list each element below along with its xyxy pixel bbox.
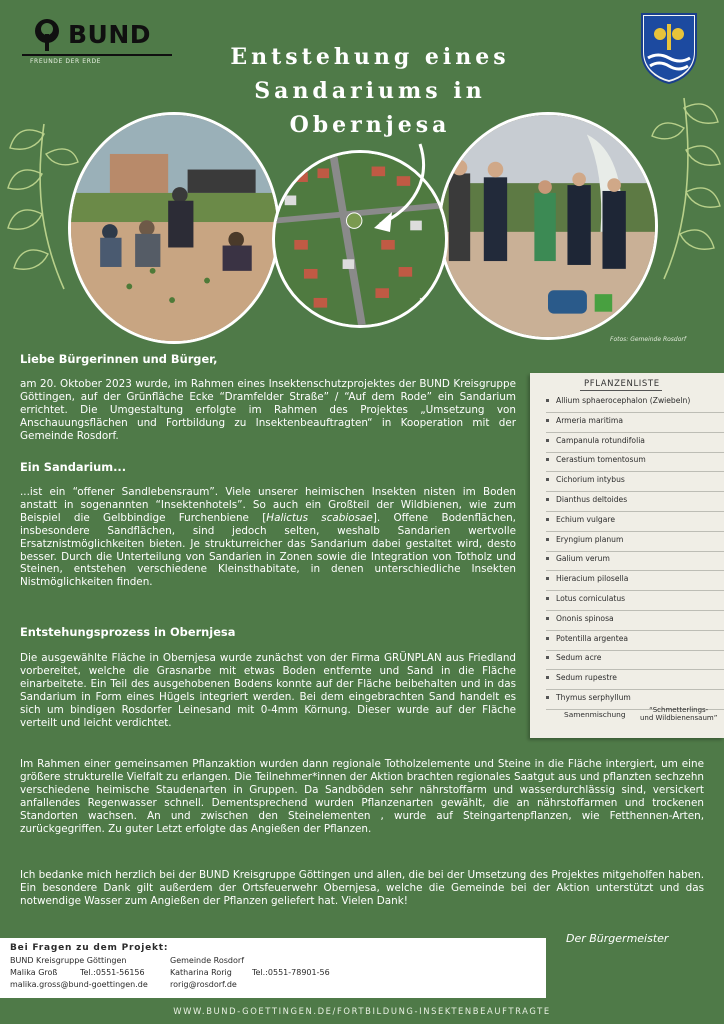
contact-email-bund[interactable]: malika.gross@bund-goettingen.de: [10, 980, 148, 989]
plant-list-item: [546, 472, 724, 492]
bullet-icon: [546, 676, 549, 679]
contact-heading: Bei Fragen zu dem Projekt:: [10, 943, 169, 953]
plant-name: Campanula rotundifolia: [556, 435, 645, 445]
bullet-icon: [546, 518, 549, 521]
plant-list-item: [546, 551, 724, 571]
plant-list-item: [546, 413, 724, 433]
plant-list-title-underline: [580, 390, 662, 391]
photo-volunteers-group: [438, 112, 658, 340]
plant-list-item: [546, 571, 724, 591]
plant-name: Potentilla argentea: [556, 633, 629, 643]
title-line: Obernjesa: [289, 112, 451, 138]
bullet-icon: [546, 656, 549, 659]
plant-name: Sedum rupestre: [556, 673, 617, 683]
signature: Der Bürgermeister: [566, 932, 669, 945]
sandarium-text-part: ...ist ein “offener Sandlebensraum”. Viele unserer heimischen Insekten nisten im Boden anstatt in sogenannten “Insektenhotels”. So auch ein Großteil der Wildbienen, wie zum Beispiel die Gelbbindige Furchenbiene [: [20, 486, 516, 524]
plant-list-item: [546, 512, 724, 532]
bullet-icon: [546, 637, 549, 640]
bullet-icon: [546, 577, 549, 580]
bullet-icon: [546, 538, 549, 541]
bullet-icon: [546, 419, 549, 422]
plant-name: Echium vulgare: [556, 514, 616, 524]
entstehung-paragraph-2: Im Rahmen einer gemeinsamen Pflanzaktion wurden dann regionale Totholzelemente und Steine in die Fläche intergiert, um eine größere strukturelle Vielfalt zu erlangen. Die Teilnehmer*innen der Aktion brachten regionales Saatgut aus und pflanzten sechzehn verschiedene heimische Staudenarten in Gruppen. Da Sandböden sehr nährstoffarm und wasserdurchlässig sind, versickert anfallendes Regenwasser schnell. Dementsprechend wurden Pflanzenarten gewählt, die an nährstoffarmen und trockenen Standorten wachsen. An und zwischen den Steinelementen , wurde auf Steingartenpflanzen, wie Fetthennen-Arten, zurückgegriffen. Zu guter Letzt erfolgte das Angießen der Pflanzen.: [20, 758, 704, 835]
logo-subtitle: FREUNDE DER ERDE: [30, 58, 102, 65]
plant-name: Cichorium intybus: [556, 475, 625, 485]
logo-wordmark: BUND: [68, 20, 152, 49]
plant-list-item: [546, 452, 724, 472]
logo-divider: [22, 54, 172, 56]
plant-list-item: [546, 611, 724, 631]
contact-person-bund: Malika Groß: [10, 968, 58, 977]
plant-name: Eryngium planum: [556, 534, 624, 544]
entstehung-paragraph-1: Die ausgewählte Fläche in Obernjesa wurde zunächst von der Firma GRÜNPLAN aus Friedland vorbereitet, welche die Grasnarbe mit etwas Boden entfernte und Sand in die Fläche einarbeitete. Ein Teil des ausgehobenen Bodens konnte auf der Fläche beibehalten und in das Sandarium in Form eines Hügels integriert werden. Bei dem eingebrachten Sand handelt es sich um bindigen Rosdorfer Leinesand mit 0-4mm Körnung. Dieser wurde auf der Fläche verteilt und leicht verdichtet.: [20, 652, 516, 729]
plant-list-title: PFLANZENLISTE: [584, 379, 660, 389]
plant-name: Allium sphaerocephalon (Zwiebeln): [556, 396, 691, 405]
plant-name: Galium verum: [556, 554, 610, 564]
arrow-pointer-icon: [362, 140, 432, 240]
seed-mix-description: [640, 706, 717, 722]
title-line: Entstehung eines: [230, 44, 510, 70]
footer-url[interactable]: WWW.BUND-GOETTINGEN.DE/FORTBILDUNG-INSEKTENBEAUFTRAGTE: [173, 1006, 551, 1016]
contact-phone-rosdorf[interactable]: Tel.:0551-78901-56: [252, 968, 330, 977]
plant-list-item: [546, 670, 724, 690]
photo-credit: Fotos: Gemeinde Rosdorf: [610, 336, 686, 343]
plant-list-item: [546, 650, 724, 670]
plant-list-item: [546, 591, 724, 611]
contact-org-rosdorf: Gemeinde Rosdorf: [170, 956, 245, 965]
bullet-icon: [546, 557, 549, 560]
thanks-paragraph: Ich bedanke mich herzlich bei der BUND Kreisgruppe Göttingen und allen, die bei der Umsetzung des Projektes mitgeholfen haben. Ein besondere Dank gilt außerdem der Ortsfeuerwehr Obernjesa, welche die Gemeinde bei der Aktion unterstützt und das notwendige Wasser zum Angießen der Pflanzen geliefert hat. Vielen Dank!: [20, 869, 704, 907]
contact-phone-bund[interactable]: Tel.:0551-56156: [80, 968, 145, 977]
bullet-icon: [546, 617, 549, 620]
photo-planting-group: [68, 112, 280, 344]
plant-name: Hieracium pilosella: [556, 574, 629, 584]
plant-name: Thymus serphyllum: [556, 693, 631, 702]
plant-name: Dianthus deltoides: [556, 495, 628, 504]
coat-of-arms-icon: [640, 12, 698, 84]
contact-box: [0, 938, 546, 998]
bullet-icon: [546, 439, 549, 442]
contact-email-rosdorf[interactable]: rorig@rosdorf.de: [170, 980, 237, 989]
species-name: Halictus scabiosae: [266, 511, 373, 524]
plant-name: Ononis spinosa: [556, 613, 614, 623]
page-title: [200, 40, 540, 142]
seed-mix-label: Samenmischung: [564, 710, 626, 719]
plant-list-item: [546, 433, 724, 453]
bullet-icon: [546, 696, 549, 699]
bund-logo[interactable]: [22, 16, 172, 72]
bullet-icon: [546, 458, 549, 461]
leaf-branch-right-icon: [644, 84, 724, 284]
plant-name: Cerastium tomentosum: [556, 455, 646, 465]
title-line: Sandariums in: [254, 78, 486, 104]
plant-list: [530, 373, 724, 738]
sandarium-paragraph: [20, 486, 516, 589]
bullet-icon: [546, 597, 549, 600]
plant-name: Sedum acre: [556, 653, 602, 663]
intro-paragraph: am 20. Oktober 2023 wurde, im Rahmen eines Insektenschutzprojektes der BUND Kreisgruppe Göttingen, auf der Grünfläche Ecke “Dramfelder Straße” / “Auf dem Rode” ein Sandarium errichtet. Die Umgestaltung erfolgte im Rahmen des Projektes „Umsetzung von Anschauungsflächen und Fortbildung zu Insektenbeauftragten“ in Kooperation mit der Gemeinde Rosdorf.: [20, 378, 516, 442]
bund-tree-icon: [32, 18, 62, 52]
plant-name: Armeria maritima: [556, 415, 623, 425]
seed-mix-line: “Schmetterlings-: [649, 706, 709, 714]
plant-list-item: [546, 492, 724, 512]
contact-org-bund: BUND Kreisgruppe Göttingen: [10, 956, 127, 965]
plant-list-item: [546, 532, 724, 552]
greeting: Liebe Bürgerinnen und Bürger,: [20, 352, 218, 366]
section-heading-entstehung: Entstehungsprozess in Obernjesa: [20, 625, 236, 639]
seed-mix-line: und Wildbienensaum”: [640, 714, 718, 722]
sandarium-text-part: ]. Offene Bodenflächen, insbesondere Sandflächen, sind jedoch selten, weshalb Sandarien wertvolle Ersatznistmöglichkeiten bieten. Je strukturreicher das Sandarium dabei gestaltet wird, desto besser. Durch die Unterteilung von Sandarien in Zonen sowie die Integration von Totholz und Steinen, entstehen verschiedene Kleinsthabitate, in denen unterschiedliche Insekten Nistmöglichkeiten finden.: [20, 511, 516, 589]
bullet-icon: [546, 478, 549, 481]
bullet-icon: [546, 498, 549, 501]
plant-name: Lotus corniculatus: [556, 594, 626, 603]
plant-list-item: [546, 631, 724, 651]
bullet-icon: [546, 399, 549, 402]
section-heading-sandarium: Ein Sandarium...: [20, 460, 127, 474]
contact-person-rosdorf: Katharina Rorig: [170, 968, 232, 977]
plant-list-item: [546, 393, 724, 413]
